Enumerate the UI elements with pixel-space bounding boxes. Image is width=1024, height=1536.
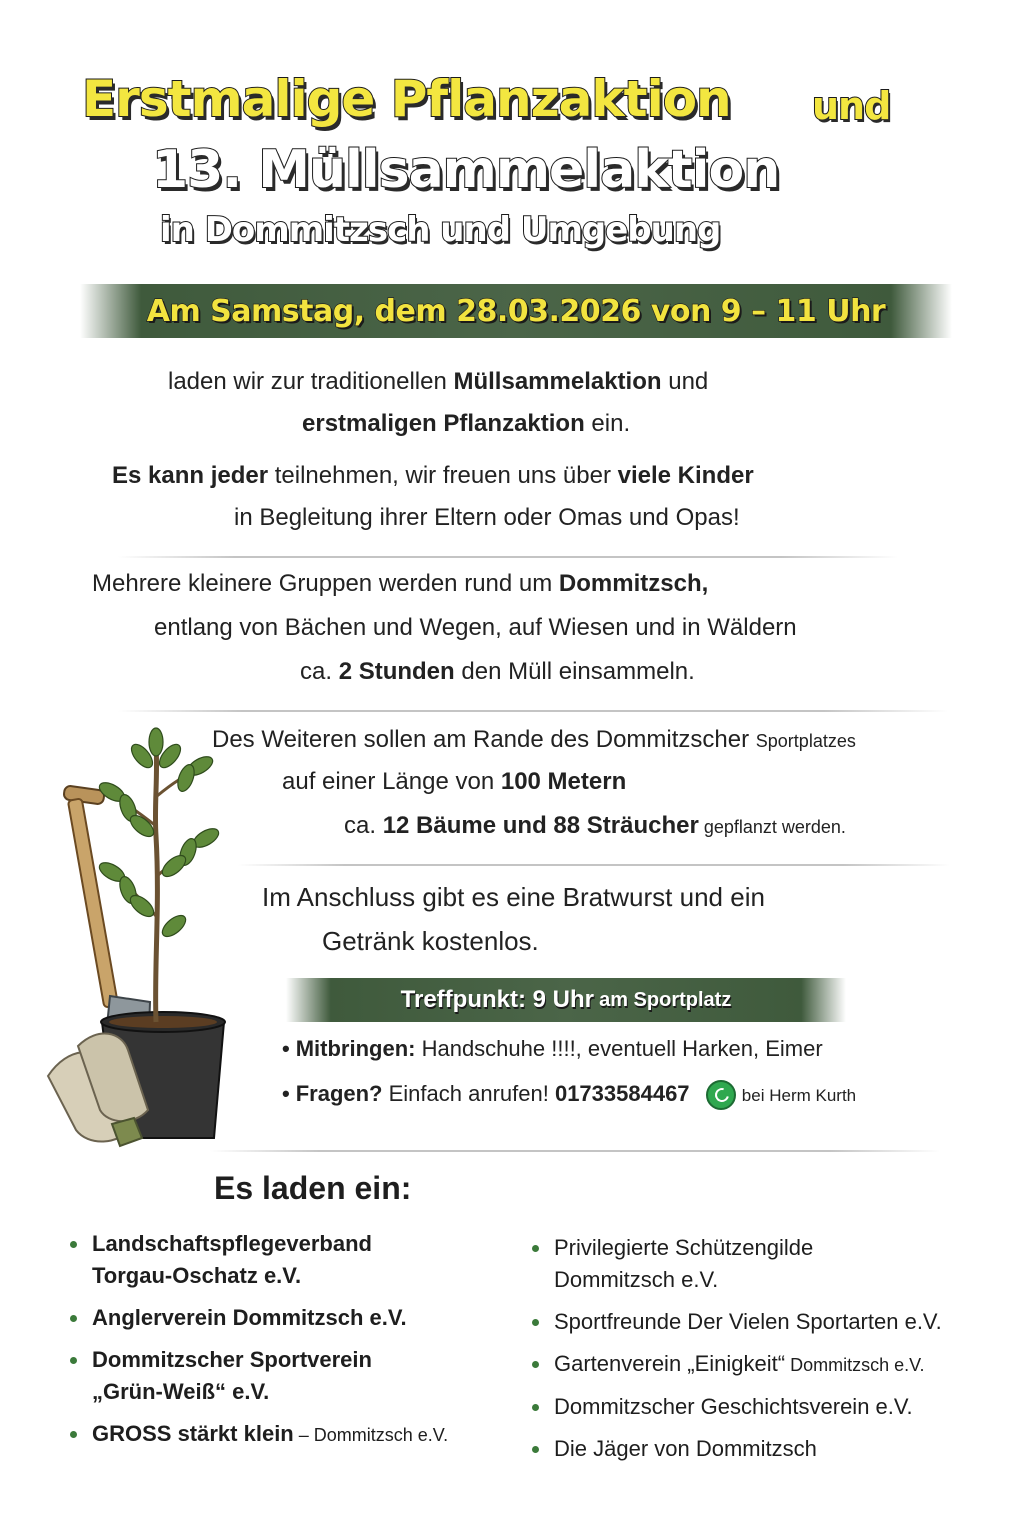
intro-bold: viele Kinder (617, 462, 754, 489)
org-name-line2: „Grün-Weiß“ e.V. (92, 1379, 270, 1404)
groups-text: Mehrere kleinere Gruppen werden rund um (92, 570, 559, 597)
intro-text: teilnehmen, wir freuen uns über (274, 462, 618, 489)
list-item (70, 1418, 510, 1451)
divider (118, 710, 948, 712)
bullet-icon: • (282, 1036, 290, 1061)
bullet-icon: • (282, 1080, 290, 1106)
org-name-line2: Torgau-Oschatz e.V. (92, 1263, 302, 1288)
groups-line-2: entlang von Bächen und Wegen, auf Wiesen und in Wäldern (154, 614, 797, 641)
whatsapp-icon[interactable] (706, 1080, 736, 1110)
bring-text: Handschuhe !!!!, eventuell Harken, Eimer (415, 1036, 823, 1061)
org-name: Anglerverein Dommitzsch e.V. (92, 1305, 407, 1330)
intro-text: ein. (584, 410, 631, 437)
intro-line-3 (112, 462, 754, 490)
groups-text: ca. (300, 658, 339, 685)
list-item (532, 1232, 1012, 1296)
meeting-suffix: am Sportplatz (599, 988, 732, 1011)
planting-line-3 (344, 812, 846, 840)
groups-text: den Müll einsammeln. (454, 658, 695, 685)
tree-sapling-illustration (38, 726, 268, 1156)
list-item (70, 1228, 510, 1292)
organizers-heading: Es laden ein: (214, 1170, 412, 1206)
intro-bold: Es kann jeder (112, 462, 275, 489)
questions-text: Einfach anrufen! (382, 1080, 555, 1106)
intro-text: und (661, 368, 709, 395)
meeting-banner (286, 978, 846, 1022)
list-item (532, 1306, 1012, 1338)
planting-bold: 100 Metern (500, 768, 627, 795)
questions-line (282, 1080, 856, 1110)
planting-bold: 12 Bäume und 88 Sträucher (382, 812, 699, 839)
planting-small: Sportplatzes (755, 731, 856, 751)
groups-bold: 2 Stunden (338, 658, 455, 685)
phone-number[interactable]: 01733584467 (554, 1080, 690, 1106)
org-name: Landschaftspflegeverband (92, 1231, 372, 1256)
groups-line-1 (92, 570, 708, 598)
planting-text: auf einer Länge von (282, 768, 501, 795)
org-suffix: Dommitzsch e.V. (785, 1355, 925, 1375)
list-item (70, 1302, 510, 1334)
org-name: Privilegierte Schützengilde (554, 1235, 814, 1260)
intro-text: laden wir zur traditionellen (168, 368, 454, 395)
org-name: Dommitzscher Geschichtsverein e.V. (554, 1394, 913, 1419)
planting-text: Des Weiteren sollen am Rande des Dommitzscher (212, 726, 756, 753)
org-name: Dommitzscher Sportverein (92, 1347, 372, 1372)
planting-line-2 (282, 768, 626, 796)
intro-bold: erstmaligen Pflanzaktion (302, 410, 585, 437)
divider (210, 1150, 940, 1152)
date-banner (80, 284, 952, 338)
org-suffix: – Dommitzsch e.V. (293, 1425, 449, 1445)
intro-line-4: in Begleitung ihrer Eltern oder Omas und Opas! (234, 504, 740, 531)
list-item (70, 1344, 510, 1408)
org-name: Die Jäger von Dommitzsch (554, 1436, 817, 1461)
meeting-label: Treffpunkt: 9 Uhr (400, 986, 594, 1013)
title-line3: in Dommitzsch und Umgebung (160, 210, 721, 250)
planting-small: gepflanzt werden. (698, 817, 846, 837)
intro-bold: Müllsammelaktion (453, 368, 662, 395)
list-item (532, 1391, 1012, 1423)
org-name: Gartenverein „Einigkeit“ (554, 1351, 786, 1376)
groups-line-3 (300, 658, 695, 686)
title-line1: Erstmalige Pflanzaktion (82, 70, 731, 128)
planting-text: ca. (344, 812, 383, 839)
contact-name: bei Herm Kurth (741, 1085, 857, 1105)
bring-line (282, 1036, 823, 1062)
bring-label: Mitbringen: (295, 1036, 416, 1061)
list-item (532, 1433, 1012, 1465)
food-line-1: Im Anschluss gibt es eine Bratwurst und ein (262, 882, 765, 912)
divider (118, 556, 898, 558)
questions-label: Fragen? (295, 1080, 383, 1106)
list-item (532, 1348, 1012, 1381)
org-name: Sportfreunde Der Vielen Sportarten e.V. (554, 1309, 942, 1334)
food-line-2: Getränk kostenlos. (322, 926, 539, 956)
title-line2: 13. Müllsammelaktion (152, 140, 780, 200)
org-name: GROSS stärkt klein (92, 1421, 294, 1446)
organizers-right-list (532, 1232, 1012, 1475)
divider (238, 864, 950, 866)
org-name-line2: Dommitzsch e.V. (554, 1267, 719, 1292)
planting-line-1 (212, 726, 856, 754)
title-line1-suffix: und (812, 84, 891, 128)
date-text: Am Samstag, dem 28.03.2026 von 9 – 11 Uhr (146, 293, 886, 329)
intro-line-2 (302, 410, 630, 438)
intro-line-1 (168, 368, 708, 396)
organizers-left-list (70, 1228, 510, 1461)
groups-bold: Dommitzsch, (558, 570, 709, 597)
